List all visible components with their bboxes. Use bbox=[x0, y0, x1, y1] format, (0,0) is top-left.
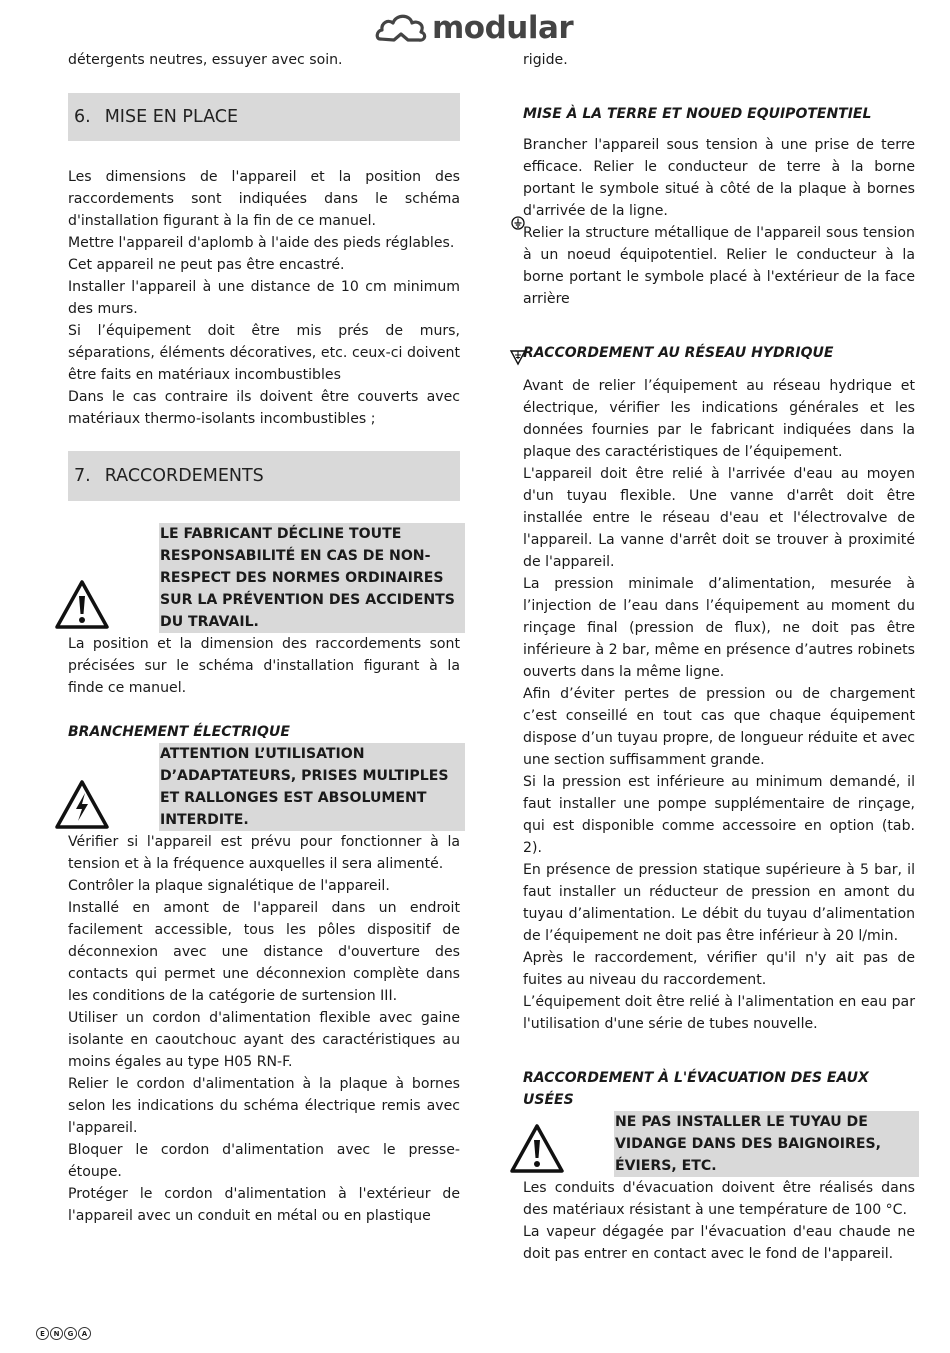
brand-logo bbox=[374, 8, 573, 48]
elec-para-4: Utiliser un cordon d'alimentation flexible avec gaine isolante en caoutchouc ayant des caractéristiques au moins égales au type H05 RN-F. bbox=[68, 1010, 460, 1070]
sec6-para-5: Si l’équipement doit être mis prés de murs, séparations, éléments décoratives, etc. ceux-ci doivent être faits en matériaux incombustibles bbox=[68, 323, 460, 383]
earthing-para-1: Brancher l'appareil sous tension à une prise de terre efficace. Relier le conducteur de terre à la borne portant le symbole situé à côté de la plaque à bornes d'arrivée de la ligne. bbox=[523, 137, 915, 219]
elec-para-3: Installé en amont de l'appareil dans un endroit facilement accessible, tous les pôles dispositif de déconnexion avec une distance d'ouverture des contacts qui permet une déconnexion complète dans les conditions de la catégorie de surtension III. bbox=[68, 900, 460, 1004]
subheading-electrical: BRANCHEMENT ÉLECTRIQUE bbox=[68, 724, 290, 740]
subheading-drain: RACCORDEMENT À L'ÉVACUATION DES EAUX USÉES bbox=[523, 1070, 869, 1108]
elec-para-5: Relier le cordon d'alimentation à la plaque à bornes selon les indications du schéma électrique remis avec l'appareil. bbox=[68, 1076, 460, 1136]
warning-text-3: NE PAS INSTALLER LE TUYAU DE VIDANGE DANS DES BAIGNOIRES, ÉVIERS, ETC. bbox=[614, 1111, 919, 1177]
warning-block-3 bbox=[523, 1111, 915, 1177]
water-para-3: La pression minimale d’alimentation, mesurée à l’injection de l’eau dans l’équipement au moment du rinçage final (pression de flux), ne doit pas être inférieure à 2 bar, même en présence d’autres robinets ouverts dans la même ligne. bbox=[523, 576, 915, 680]
warning-text-2: ATTENTION L’UTILISATION D’ADAPTATEURS, PRISES MULTIPLES ET RALLONGES EST ABSOLUMENT INTERDITE. bbox=[159, 743, 465, 831]
sec6-para-1: Les dimensions de l'appareil et la position des raccordements sont indiquées dans le schéma d'installation figurant à la fin de ce manuel. bbox=[68, 169, 460, 229]
water-para-1: Avant de relier l’équipement au réseau hydrique et électrique, vérifier les indications générales et les données fournies par le fabricant indiquées dans la plaque des caractéristiques de l’équipement. bbox=[523, 378, 915, 460]
warning-triangle-icon bbox=[509, 1123, 565, 1175]
elec-para-7: Protéger le cordon d'alimentation à l'extérieur de l'appareil avec un conduit en métal ou en plastique bbox=[68, 1186, 460, 1224]
language-mark-e: E bbox=[36, 1327, 49, 1340]
water-para-2: L'appareil doit être relié à l'arrivée d'eau au moyen d'un tuyau flexible. Une vanne d'arrêt doit être installée entre le réseau d'eau et l'électrovalve de l'appareil. La vanne d'arrêt doit se trouver à proximité de l'appareil. bbox=[523, 466, 915, 570]
sec6-para-4: Installer l'appareil à une distance de 10 cm minimum des murs. bbox=[68, 279, 460, 317]
sec6-para-6: Dans le cas contraire ils doivent être couverts avec matériaux thermo-isolants incombustibles ; bbox=[68, 389, 460, 427]
sec6-para-2: Mettre l'appareil d'aplomb à l'aide des pieds réglables. bbox=[68, 235, 455, 251]
water-para-6: En présence de pression statique supérieure à 5 bar, il faut installer un réducteur de pression en amont du tuyau d’alimentation. Le débit du tuyau d’alimentation de l’équipement ne doit pas être inférieur à 20 l/min. bbox=[523, 862, 915, 944]
right-intro: rigide. bbox=[523, 52, 568, 68]
section-7-number: 7. bbox=[74, 466, 91, 486]
section-7-heading bbox=[68, 451, 460, 501]
left-column bbox=[68, 49, 460, 1227]
earth-ground-icon bbox=[511, 216, 525, 230]
section-6-title: MISE EN PLACE bbox=[104, 107, 239, 127]
warning-text-1: LE FABRICANT DÉCLINE TOUTE RESPONSABILITÉ EN CAS DE NON-RESPECT DES NORMES ORDINAIRES SUR LA PRÉVENTION DES ACCIDENTS DU TRAVAIL. bbox=[159, 523, 465, 633]
warning-block-1 bbox=[68, 523, 460, 633]
sec7-para: La position et la dimension des raccordements sont précisées sur le schéma d'installation figurant à la finde ce manuel. bbox=[68, 636, 460, 696]
warning-triangle-icon bbox=[54, 579, 110, 631]
right-column bbox=[523, 49, 915, 1265]
elec-para-1: Vérifier si l'appareil est prévu pour fonctionner à la tension et à la fréquence auxquelles il sera alimenté. bbox=[68, 834, 460, 872]
footer-language-marks bbox=[36, 1327, 91, 1340]
elec-para-2: Contrôler la plaque signalétique de l'appareil. bbox=[68, 878, 390, 894]
earthing-para-2: Relier la structure métallique de l'appareil sous tension à un noeud équipotentiel. Relier le conducteur à la borne portant le symbole placé à l'extérieur de la face arrière bbox=[523, 225, 915, 307]
water-para-5: Si la pression est inférieure au minimum demandé, il faut installer une pompe supplémentaire de rinçage, qui est disponible comme accessoire en option (tab. 2). bbox=[523, 774, 915, 856]
subheading-water-supply: RACCORDEMENT AU RÉSEAU HYDRIQUE bbox=[523, 345, 834, 361]
drain-para-2: La vapeur dégagée par l'évacuation d'eau chaude ne doit pas entrer en contact avec le fond de l'appareil. bbox=[523, 1224, 915, 1262]
left-intro: détergents neutres, essuyer avec soin. bbox=[68, 52, 343, 68]
section-7-title: RACCORDEMENTS bbox=[104, 466, 264, 486]
language-mark-a: A bbox=[78, 1327, 91, 1340]
subheading-earthing: MISE À LA TERRE ET NOUED EQUIPOTENTIEL bbox=[523, 106, 872, 122]
section-6-number: 6. bbox=[74, 107, 91, 127]
cloud-logo-icon bbox=[374, 9, 428, 47]
brand-name: modular bbox=[432, 10, 574, 46]
water-para-4: Afin d’éviter pertes de pression ou de chargement c’est conseillé en tout cas que chaque équipement dispose d’un tuyau propre, de longueur réduite et avec une section suffisamment grande. bbox=[523, 686, 915, 768]
language-mark-n: N bbox=[50, 1327, 63, 1340]
water-para-8: L’équipement doit être relié à l'alimentation en eau par l'utilisation d'une série de tubes nouvelle. bbox=[523, 994, 915, 1032]
sec6-para-3: Cet appareil ne peut pas être encastré. bbox=[68, 257, 345, 273]
elec-para-6: Bloquer le cordon d'alimentation avec le presse-étoupe. bbox=[68, 1142, 460, 1180]
equipotential-icon bbox=[509, 348, 527, 368]
language-mark-g: G bbox=[64, 1327, 77, 1340]
section-6-heading bbox=[68, 93, 460, 141]
drain-para-1: Les conduits d'évacuation doivent être réalisés dans des matériaux résistant à une température de 100 °C. bbox=[523, 1180, 915, 1218]
warning-block-2 bbox=[68, 743, 460, 831]
electric-hazard-icon bbox=[54, 779, 110, 831]
water-para-7: Après le raccordement, vérifier qu'il n'y ait pas de fuites au niveau du raccordement. bbox=[523, 950, 915, 988]
